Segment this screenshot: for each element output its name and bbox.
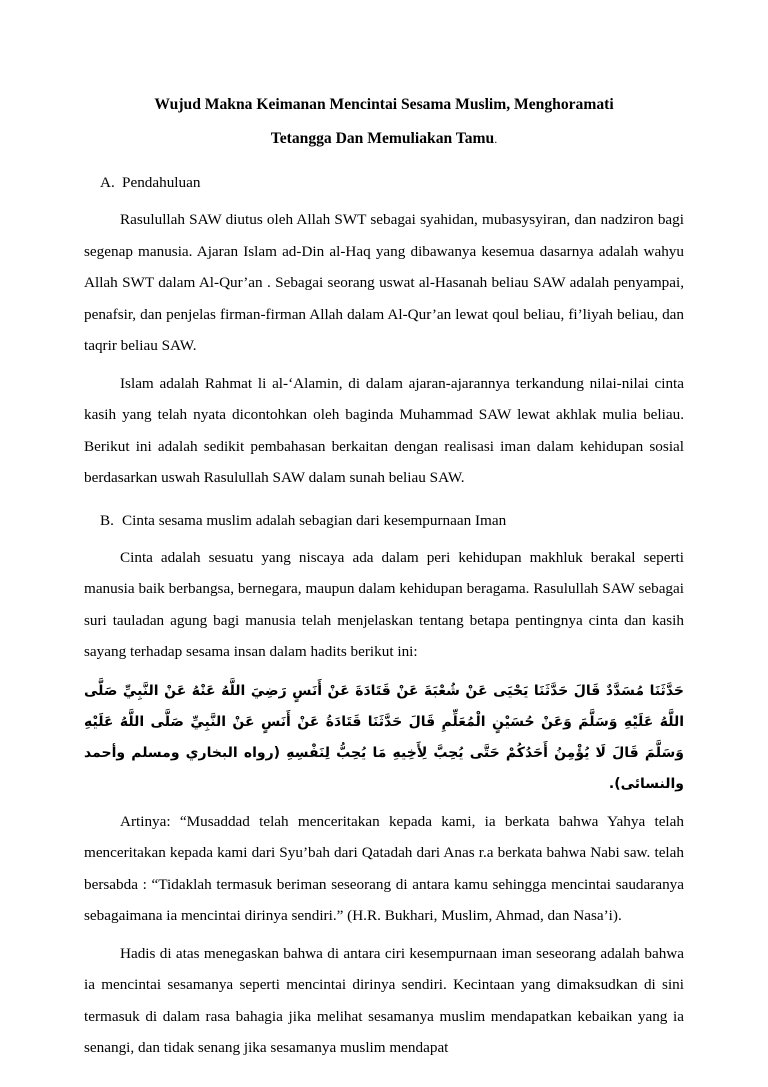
paragraph-a1: Rasulullah SAW diutus oleh Allah SWT sebagai syahidan, mubasysyiran, dan nadziron bagi segenap manusia. Ajaran Islam ad-Din al-Haq yang dibawanya kesemua dasarnya adalah wahyu Allah SWT dalam Al-Qur’an . Sebagai seorang uswat al-Hasanah beliau SAW adalah penyampai, penafsir, dan penjelas firman-firman Allah dalam Al-Qur’an lewat qoul beliau, fi’liyah beliau, dan taqrir beliau SAW. <box>84 211 684 354</box>
hadith-arabic-text: حَدَّثَنَا مُسَدَّدٌ قَالَ حَدَّثَنَا يَحْيَى عَنْ شُعْبَةَ عَنْ قَتَادَةَ عَنْ أَنَسٍ رَضِيَ اللَّهُ عَنْهُ عَنْ النَّبِيِّ صَلَّى اللَّهُ عَلَيْهِ وَسَلَّمَ وَعَنْ حُسَيْنٍ الْمُعَلِّمِ قَالَ حَدَّثَنَا قَتَادَةُ عَنْ أَنَسٍ عَنْ النَّبِيِّ صَلَّى اللَّهُ عَلَيْهِ وَسَلَّمَ قَالَ لَا يُؤْمِنُ أَحَدُكُمْ حَتَّى يُحِبَّ لِأَخِيهِ مَا يُحِبُّ لِنَفْسِهِ (رواه البخاري ومسلم وأحمد والنسائى). <box>84 682 684 792</box>
paragraph-b3: Hadis di atas menegaskan bahwa di antara ciri kesempurnaan iman seseorang adalah bahwa ia mencintai sesamanya seperti mencintai dirinya sendiri. Kecintaan yang dimaksudkan di sini termasuk di dalam rasa bahagia jika melihat sesamanya muslim mendapatkan kebaikan yang ia senangi, dan tidak senang jika sesamanya muslim mendapat <box>84 944 684 1056</box>
document-title <box>84 88 684 156</box>
title-line-2: Tetangga Dan Memuliakan Tamu <box>270 130 495 147</box>
section-a-heading <box>84 166 684 200</box>
title-dot: . <box>494 132 498 146</box>
section-a-letter: A. <box>100 174 115 191</box>
paragraph-b1: Cinta adalah sesuatu yang niscaya ada dalam peri kehidupan makhluk berakal seperti manusia baik berbangsa, bernegara, maupun dalam kehidupan beragama. Rasulullah SAW sebagai suri tauladan agung bagi manusia telah menjelaskan tentang betapa pentingnya cinta dan kasih sayang terhadap sesama insan dalam hadits berikut ini: <box>84 548 684 660</box>
paragraph-a2: Islam adalah Rahmat li al-‘Alamin, di dalam ajaran-ajarannya terkandung nilai-nilai cinta kasih yang telah nyata dicontohkan oleh baginda Muhammad SAW lewat akhlak mulia beliau. Berikut ini adalah sedikit pembahasan berkaitan dengan realisasi iman dalam kehidupan sosial berdasarkan uswah Rasulullah SAW dalam sunah beliau SAW. <box>84 374 684 486</box>
paragraph-b2-translation: Artinya: “Musaddad telah menceritakan kepada kami, ia berkata bahwa Yahya telah menceritakan kepada kami dari Syu’bah dari Qatadah dari Anas r.a berkata bahwa Nabi saw. telah bersabda : “Tidaklah termasuk beriman seseorang di antara kamu sehingga mencintai saudaranya sebagaimana ia mencintai dirinya sendiri.” (H.R. Bukhari, Muslim, Ahmad, dan Nasa’i). <box>84 812 684 924</box>
section-b-letter: B. <box>100 511 114 529</box>
section-b-heading <box>84 504 684 538</box>
section-a-title: Pendahuluan <box>122 174 201 191</box>
title-line-1: Wujud Makna Keimanan Mencintai Sesama Muslim, Menghoramati <box>154 96 614 113</box>
section-b-title: Cinta sesama muslim adalah sebagian dari kesempurnaan Iman <box>122 511 507 529</box>
